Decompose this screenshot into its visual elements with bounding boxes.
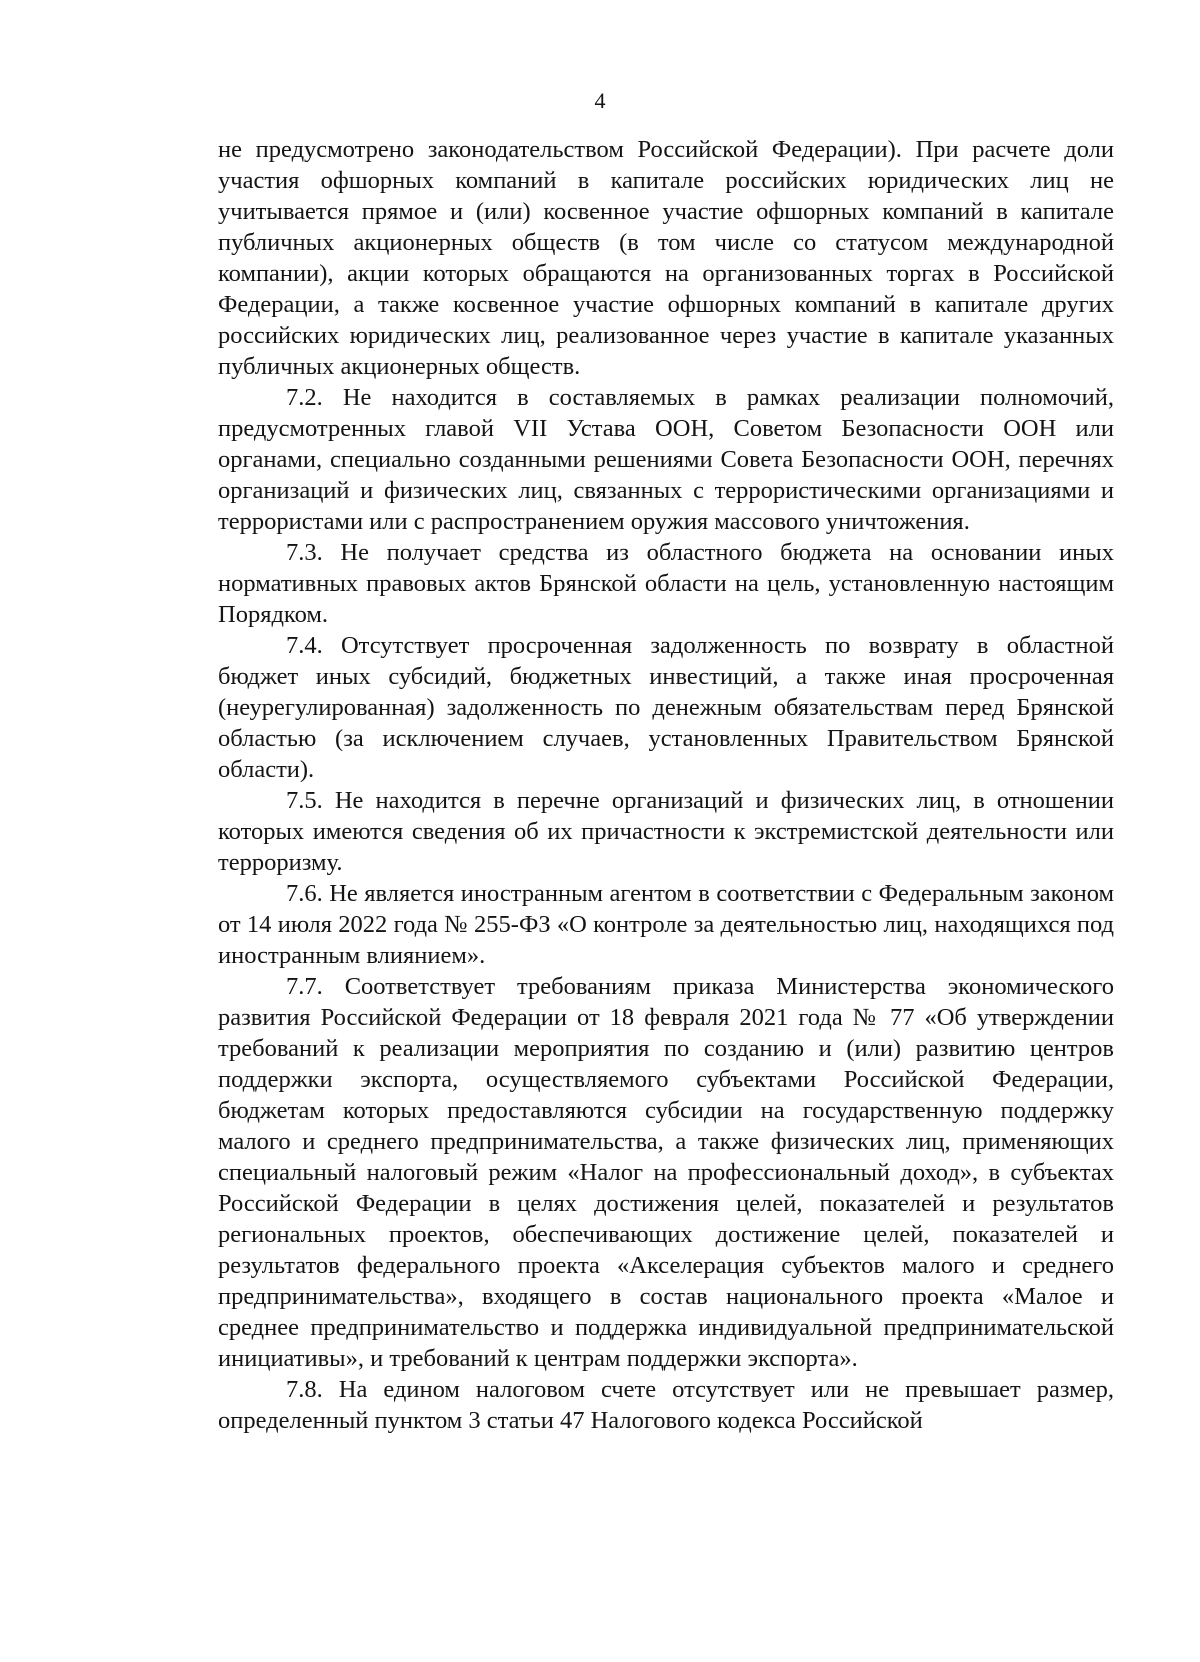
paragraph-7-2: 7.2. Не находится в составляемых в рамках реализации полномочий, предусмотренных главой VII Устава ООН, Советом Безопасности ООН или органами, специально созданными решениями Совета Безопасности ООН, перечнях организаций и физических лиц, связанных с террористическими организациями и террористами или с распространением оружия массового уничтожения. — [218, 384, 1114, 535]
paragraph-7-7: 7.7. Соответствует требованиям приказа Министерства экономического развития Российской Федерации от 18 февраля 2021 года № 77 «Об утверждении требований к реализации мероприятия по созданию и (или) развитию центров поддержки экспорта, осуществляемого субъектами Российской Федерации, бюджетам которых предоставляются субсидии на государственную поддержку малого и среднего предпринимательства, а также физических лиц, применяющих специальный налоговый режим «Налог на профессиональный доход», в субъектах Российской Федерации в целях достижения целей, показателей и результатов региональных проектов, обеспечивающих достижение целей, показателей и результатов федерального проекта «Акселерация субъектов малого и среднего предпринимательства», входящего в состав национального проекта «Малое и среднее предпринимательство и поддержка индивидуальной предпринимательской инициативы», и требований к центрам поддержки экспорта». — [218, 973, 1114, 1372]
paragraph-7-8: 7.8. На едином налоговом счете отсутствует или не превышает размер, определенный пунктом 3 статьи 47 Налогового кодекса Российской — [218, 1376, 1114, 1434]
page-number: 4 — [594, 88, 606, 113]
document-body — [218, 134, 1114, 1436]
paragraph-continuation: не предусмотрено законодательством Российской Федерации). При расчете доли участия офшорных компаний в капитале российских юридических лиц не учитывается прямое и (или) косвенное участие офшорных компаний в капитале публичных акционерных обществ (в том числе со статусом международной компании), акции которых обращаются на организованных торгах в Российской Федерации, а также косвенное участие офшорных компаний в капитале других российских юридических лиц, реализованное через участие в капитале указанных публичных акционерных обществ. — [218, 136, 1114, 380]
paragraph-7-5: 7.5. Не находится в перечне организаций и физических лиц, в отношении которых имеются сведения об их причастности к экстремистской деятельности или терроризму. — [218, 787, 1114, 876]
paragraph-7-3: 7.3. Не получает средства из областного бюджета на основании иных нормативных правовых актов Брянской области на цель, установленную настоящим Порядком. — [218, 539, 1114, 628]
paragraph-7-6: 7.6. Не является иностранным агентом в соответствии с Федеральным законом от 14 июля 2022 года № 255-ФЗ «О контроле за деятельностью лиц, находящихся под иностранным влиянием». — [218, 880, 1114, 969]
paragraph-7-4: 7.4. Отсутствует просроченная задолженность по возврату в областной бюджет иных субсидий, бюджетных инвестиций, а также иная просроченная (неурегулированная) задолженность по денежным обязательствам перед Брянской областью (за исключением случаев, установленных Правительством Брянской области). — [218, 632, 1114, 783]
